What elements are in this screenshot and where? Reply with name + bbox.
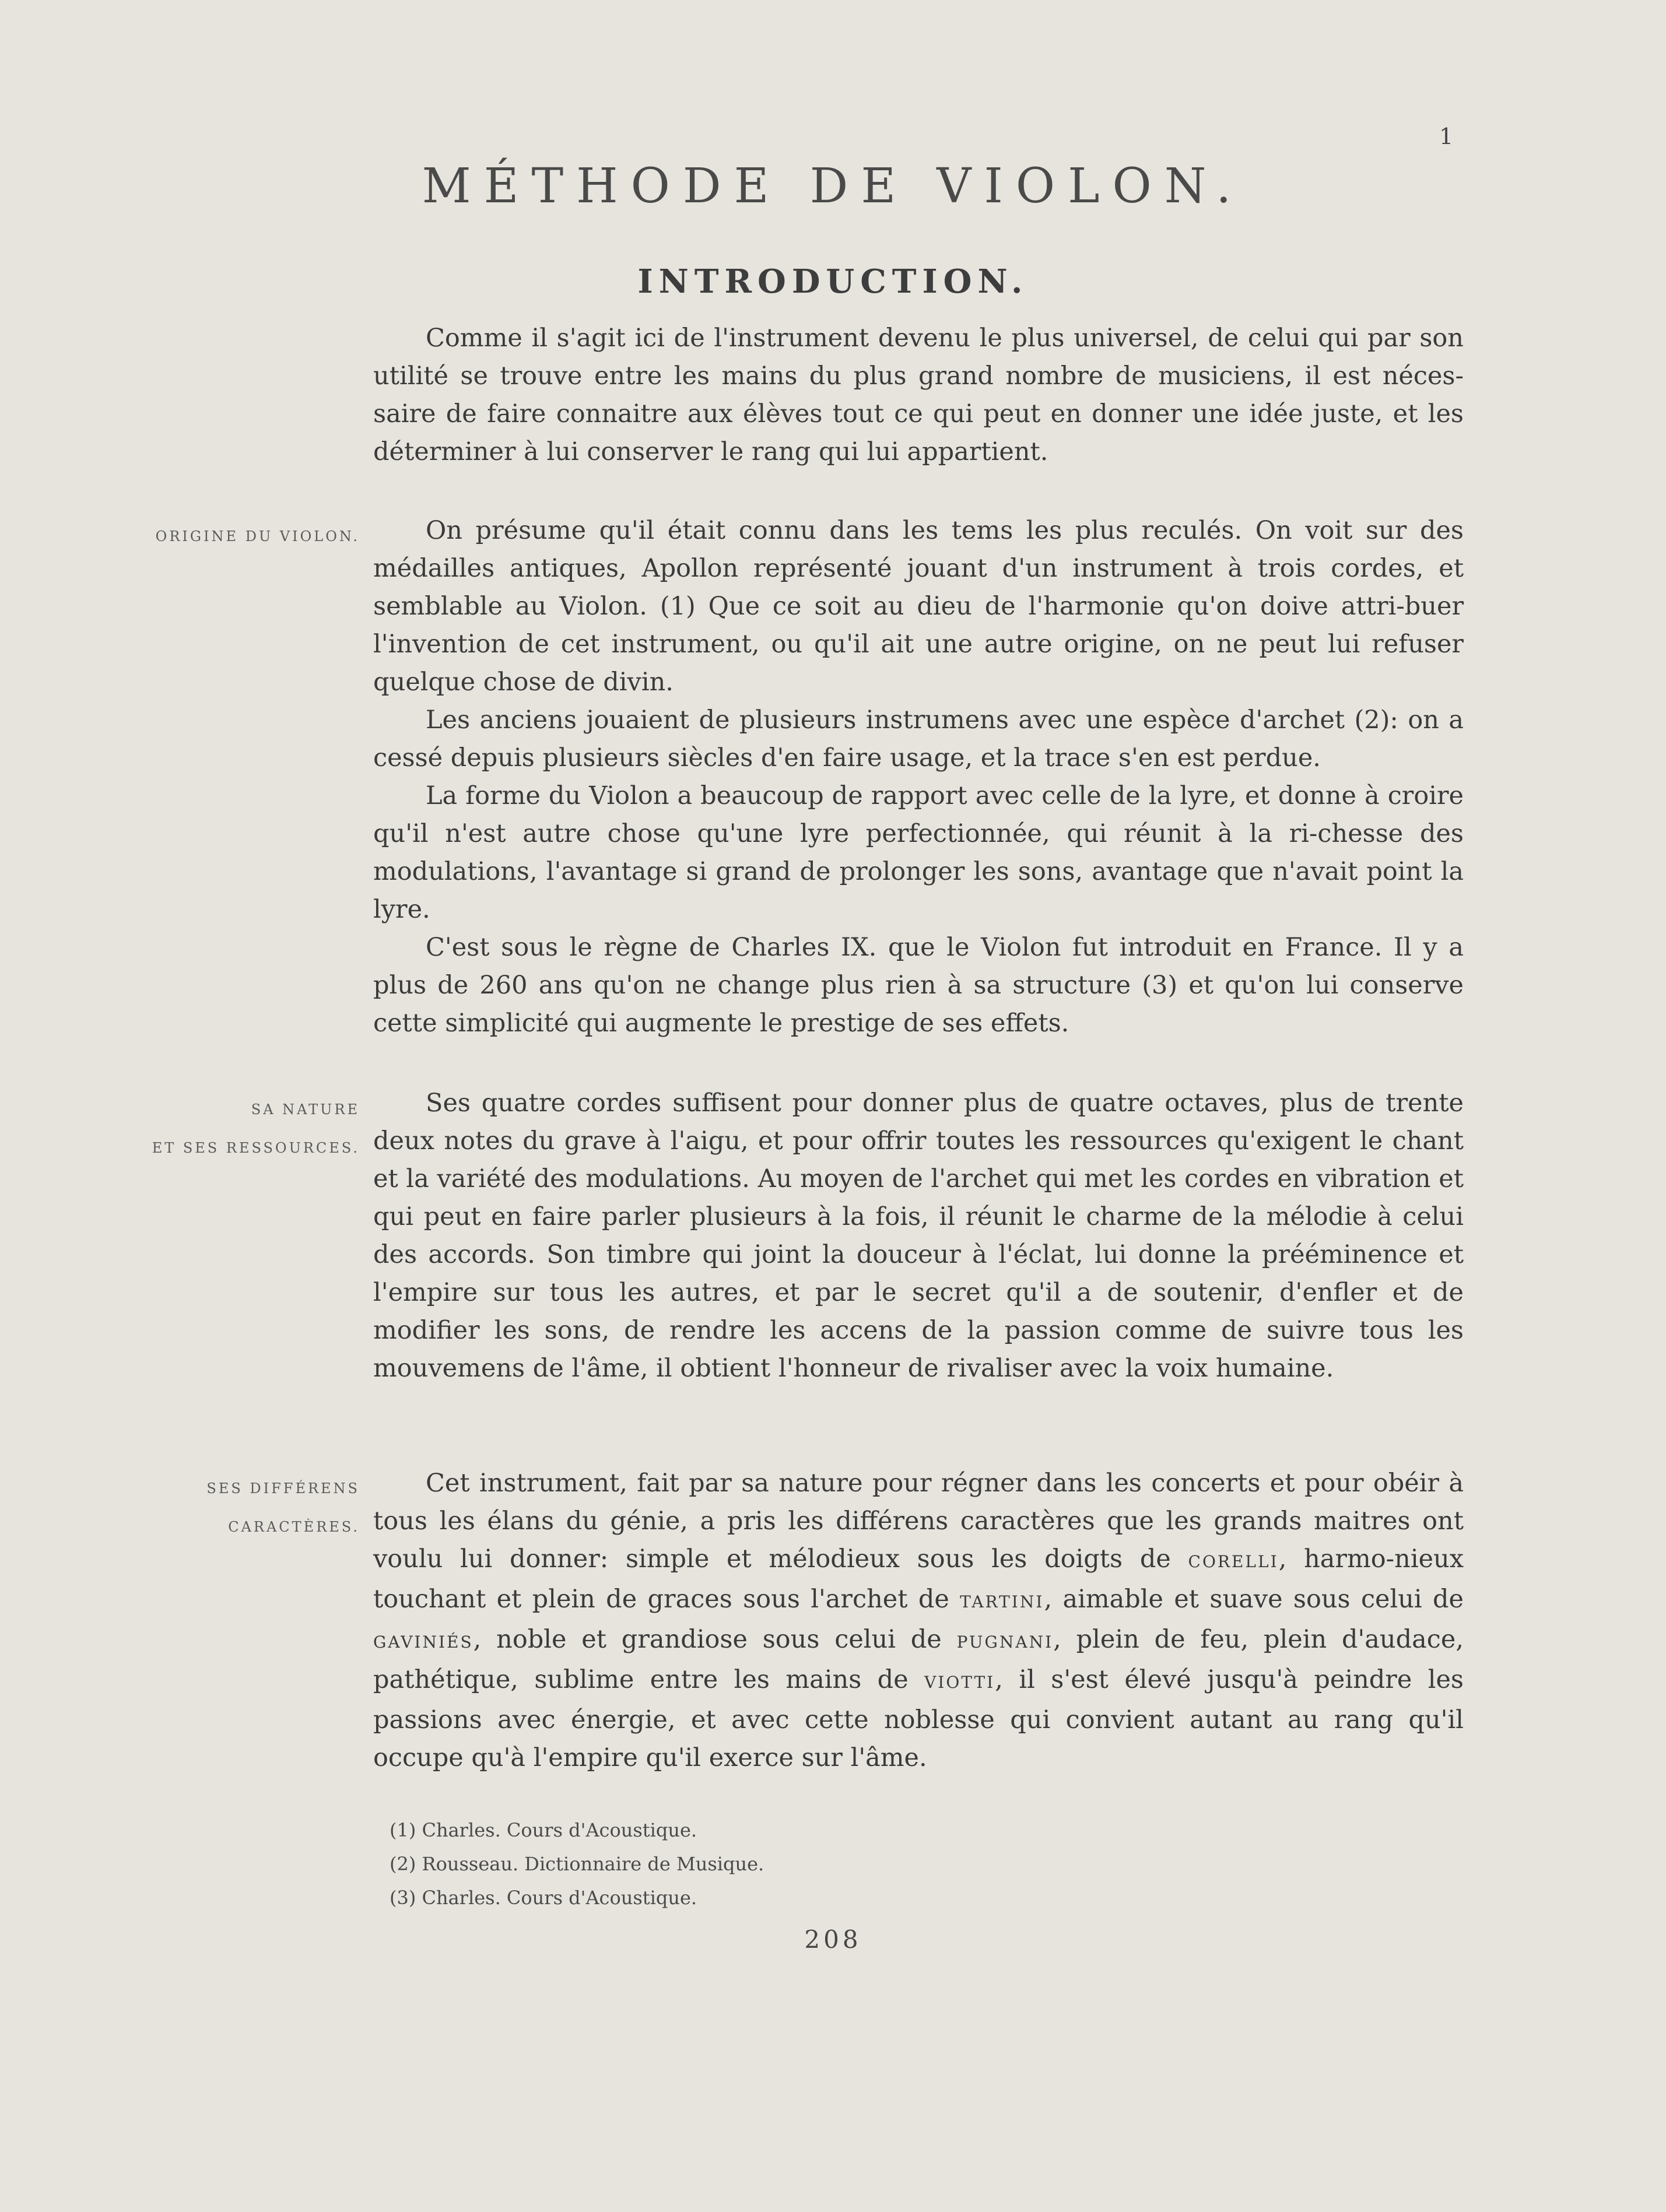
caracteres-text: , harmo-nieux touchant et plein de graces sous l'archet de — [373, 1544, 1464, 1614]
caracteres-text: , il s'est élevé jusqu'à peindre les passions avec énergie, et avec cette noblesse qui convient autant au rang qu'il occupe qu'à l'empire qu'il exerce sur l'âme. — [373, 1665, 1464, 1772]
caracteres-text: , plein de feu, plein d'audace, pathétique, sublime entre les mains de — [373, 1625, 1464, 1694]
margin-label-nature — [127, 1090, 360, 1167]
footnotes — [390, 1813, 764, 1915]
composer-name: VIOTTI — [924, 1673, 995, 1692]
footnote: (3) Charles. Cours d'Acoustique. — [390, 1887, 697, 1909]
origine-paragraph: C'est sous le règne de Charles IX. que le Violon fut introduit en France. Il y a plus de 260 ans qu'on ne change plus rien à sa structure (3) et qu'on lui conserve cette simplicité qui augmente le prestige de ses effets. — [373, 933, 1464, 1038]
margin-label-caracteres — [127, 1469, 360, 1546]
page-title: MÉTHODE DE VIOLON. — [422, 159, 1244, 214]
intro-paragraph: Comme il s'agit ici de l'instrument devenu le plus universel, de celui qui par son utilité se trouve entre les mains du plus grand nombre de musiciens, il est néces-saire de faire connaitre aux élèves tout ce qui peut en donner une idée juste, et les déterminer à lui conserver le rang qui lui appartient. — [373, 324, 1464, 466]
origine-paragraph: Les anciens jouaient de plusieurs instrumens avec une espèce d'archet (2): on a cessé depuis plusieurs siècles d'en faire usage, et la trace s'en est perdue. — [373, 705, 1464, 773]
composer-name: PUGNANI — [956, 1632, 1054, 1652]
caracteres-text: , aimable et suave sous celui de — [1044, 1585, 1464, 1614]
origine-paragraph: La forme du Violon a beaucoup de rapport avec celle de la lyre, et donne à croire qu'il n'est autre chose qu'une lyre perfectionnée, qui réunit à la ri-chesse des modulations, l'avantage si grand de prolonger les sons, avantage que n'avait point la lyre. — [373, 781, 1464, 924]
caracteres-section — [373, 1465, 1464, 1777]
margin-label-nature-line1: SA NATURE — [251, 1101, 360, 1118]
margin-label-origine: ORIGINE DU VIOLON. — [155, 528, 360, 545]
origine-section — [373, 512, 1464, 1042]
plate-number: 208 — [804, 1925, 862, 1954]
caracteres-text: Cet instrument, fait par sa nature pour régner dans les concerts et pour obéir à tous les élans du génie, a pris les différens caractères que les grands maitres ont voulu lui donner: simple et mélodieux sous les doigts de — [373, 1469, 1464, 1574]
introduction-block — [373, 319, 1464, 471]
nature-paragraph: Ses quatre cordes suffisent pour donner plus de quatre octaves, plus de trente deux notes du grave à l'aigu, et pour offrir toutes les ressources qu'exigent le chant et la variété des modulations. Au moyen de l'archet qui met les cordes en vibration et qui peut en faire parler plusieurs à la fois, il réunit le charme de la mélodie à celui des accords. Son timbre qui joint la douceur à l'éclat, lui donne la prééminence et l'empire sur tous les autres, et par le secret qu'il a de soutenir, d'enfler et de modifier les sons, de rendre les accens de la passion comme de suivre tous les mouvemens de l'âme, il obtient l'honneur de rivaliser avec la voix humaine. — [373, 1089, 1464, 1383]
margin-label-caracteres-line2: CARACTÈRES. — [228, 1519, 360, 1535]
footnote: (1) Charles. Cours d'Acoustique. — [390, 1819, 697, 1841]
origine-paragraph: On présume qu'il était connu dans les tems les plus reculés. On voit sur des médailles antiques, Apollon représenté jouant d'un instrument à trois cordes, et semblable au Violon. (1) Que ce soit au dieu de l'harmonie qu'on doive attri-buer l'invention de cet instrument, ou qu'il ait une autre origine, on ne peut lui refuser quelque chose de divin. — [373, 516, 1464, 697]
composer-name: GAVINIÉS — [373, 1632, 474, 1652]
footnote: (2) Rousseau. Dictionnaire de Musique. — [390, 1853, 764, 1875]
caracteres-text: , noble et grandiose sous celui de — [473, 1625, 957, 1654]
page-number: 1 — [1439, 124, 1454, 149]
composer-name: TARTINI — [960, 1592, 1044, 1611]
margin-label-caracteres-line1: SES DIFFÉRENS — [206, 1480, 360, 1497]
section-heading: INTRODUCTION. — [637, 262, 1029, 301]
composer-name: CORELLI — [1188, 1552, 1279, 1571]
caracteres-paragraph — [373, 1465, 1464, 1777]
margin-label-nature-line2: ET SES RESSOURCES. — [152, 1140, 360, 1156]
nature-section — [373, 1084, 1464, 1388]
